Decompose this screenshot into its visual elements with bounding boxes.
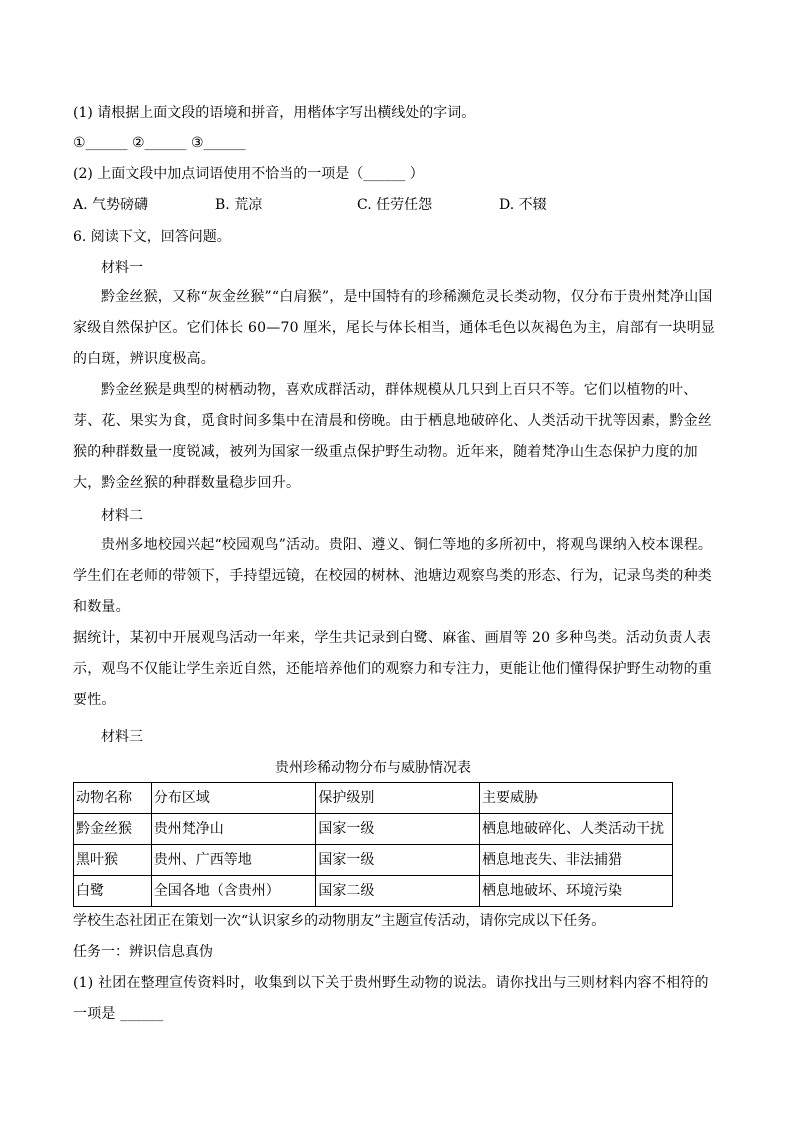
table-header-cell: 保护级别: [316, 783, 480, 814]
choice-row: [73, 195, 641, 215]
task1-title: 任务一：辨识信息真伪: [73, 944, 213, 960]
table-cell: 栖息地破坏、环境污染: [480, 876, 673, 907]
table-header-cell: 主要威胁: [480, 783, 673, 814]
material3-heading: 材料三: [101, 729, 143, 745]
material2-paragraph2: 据统计，某初中开展观鸟活动一年来，学生共记录到白鹭、麻雀、画眉等 20 多种鸟类。活动负责人表示，观鸟不仅能让学生亲近自然，还能培养他们的观察力和专注力，更能让他们懂得保护野生动物的重要性。: [73, 630, 712, 708]
material1-paragraph2: 黔金丝猴是典型的树栖动物，喜欢成群活动，群体规模从几只到上百只不等。它们以植物的叶、芽、花、果实为食，觅食时间多集中在清晨和傍晚。由于栖息地破碎化、人类活动干扰等因素，黔金丝猴的种群数量一度锐减，被列为国家一级重点保护野生动物。近年来，随着梵净山生态保护力度的加大，黔金丝猴的种群数量稳步回升。: [73, 382, 712, 491]
table-row: [74, 814, 673, 845]
material2-heading: 材料二: [101, 508, 143, 524]
table-row: [74, 876, 673, 907]
table-cell: 国家二级: [316, 876, 480, 907]
choice-b: B. 荒凉: [215, 197, 263, 213]
table-header-cell: 动物名称: [74, 783, 152, 814]
material1-paragraph1: 黔金丝猴，又称“灰金丝猴”“白肩猴”，是中国特有的珍稀濒危灵长类动物，仅分布于贵州梵净山国家级自然保护区。它们体长 60—70 厘米，尾长与体长相当，通体毛色以灰褐色为主，肩部有一块明显的白斑，辨识度极高。: [73, 289, 716, 367]
question-sub2: (2) 上面文段中加点词语使用不恰当的一项是（______ ）: [73, 166, 424, 182]
table-cell: 栖息地破碎化、人类活动干扰: [480, 814, 673, 845]
material2-paragraph1: 贵州多地校园兴起“校园观鸟”活动。贵阳、遵义、铜仁等地的多所初中，将观鸟课纳入校本课程。学生们在老师的带领下，手持望远镜，在校园的树林、池塘边观察鸟类的形态、行为，记录鸟类的种类和数量。: [73, 537, 713, 615]
activity-intro: 学校生态社团正在策划一次“认识家乡的动物朋友”主题宣传活动，请你完成以下任务。: [73, 913, 606, 929]
table-header-row: [74, 783, 673, 814]
table-cell: 黑叶猴: [74, 845, 152, 876]
table-cell: 国家一级: [316, 845, 480, 876]
answer-blanks: ①______ ②______ ③______: [73, 135, 246, 151]
table-header-cell: 分布区域: [151, 783, 316, 814]
choice-a: A. 气势磅礴: [73, 197, 149, 213]
question-sub1: (1) 请根据上面文段的语境和拼音，用楷体字写出横线处的字词。: [73, 105, 476, 121]
task1-question1: (1) 社团在整理宣传资料时，收集到以下关于贵州野生动物的说法。请你找出与三则材料内容不相符的一项是 ______: [73, 975, 709, 1022]
table-cell: 贵州、广西等地: [151, 845, 316, 876]
choice-c: C. 任劳任怨: [357, 197, 433, 213]
table-cell: 栖息地丧失、非法捕猎: [480, 845, 673, 876]
animal-threat-table: [73, 782, 673, 907]
table-cell: 全国各地（含贵州）: [151, 876, 316, 907]
table-row: [74, 845, 673, 876]
table-cell: 黔金丝猴: [74, 814, 152, 845]
question-6-title: 6. 阅读下文，回答问题。: [73, 229, 231, 245]
table-title: 贵州珍稀动物分布与威胁情况表: [275, 760, 471, 776]
table-cell: 白鹭: [74, 876, 152, 907]
choice-d: D. 不辍: [499, 197, 547, 213]
material1-heading: 材料一: [101, 260, 143, 276]
table-cell: 贵州梵净山: [151, 814, 316, 845]
table-cell: 国家一级: [316, 814, 480, 845]
